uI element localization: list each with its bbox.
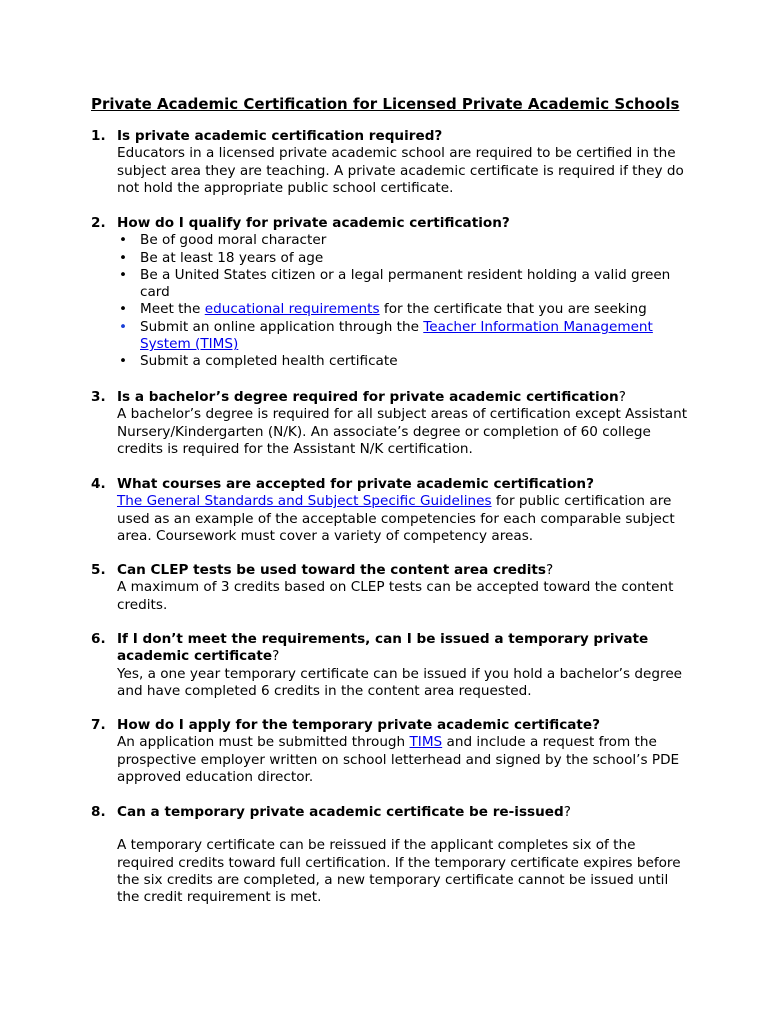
question-5-heading xyxy=(91,562,691,579)
educational-requirements-link[interactable]: educational requirements xyxy=(204,301,380,318)
list-item xyxy=(117,267,691,302)
question-5 xyxy=(91,562,691,614)
qualification-list xyxy=(91,232,691,370)
tims-system-link[interactable]: Teacher Information Management System (TIMS) xyxy=(140,318,653,353)
list-item-text: Be a United States citizen or a legal permanent resident holding a valid green card xyxy=(140,266,671,301)
bullet-icon: • xyxy=(118,353,128,370)
answer-prefix: An application must be submitted through xyxy=(117,734,410,751)
list-item xyxy=(117,301,691,318)
list-item xyxy=(117,232,691,249)
question-2 xyxy=(91,215,691,371)
question-8 xyxy=(91,804,691,906)
question-text: How do I apply for the temporary private academic certificate? xyxy=(117,717,601,733)
question-1-heading xyxy=(91,128,691,145)
bullet-icon: • xyxy=(118,266,128,283)
question-text: Is a bachelor’s degree required for private academic certification xyxy=(117,389,619,405)
question-6-heading xyxy=(91,631,691,666)
tims-link[interactable]: TIMS xyxy=(409,734,443,751)
bullet-icon: • xyxy=(118,232,128,249)
document-title: Private Academic Certification for Licensed Private Academic Schools xyxy=(91,95,680,113)
question-number: 2. xyxy=(91,215,106,231)
question-text: What courses are accepted for private academic certification? xyxy=(117,476,594,492)
question-4 xyxy=(91,476,691,545)
general-standards-link[interactable]: The General Standards and Subject Specific Guidelines xyxy=(117,493,492,510)
bullet-icon: • xyxy=(118,318,128,335)
question-7-heading xyxy=(91,717,691,734)
question-text: Can a temporary private academic certificate be re-issued xyxy=(117,804,564,820)
list-item-text: Be of good moral character xyxy=(140,232,327,249)
list-item xyxy=(117,319,691,354)
answer-text: A bachelor’s degree is required for all subject areas of certification except Assistant Nursery/Kindergarten (N/K). An associate’s degree or completion of 60 college credits is required for the Assistant N/K certification. xyxy=(117,406,688,457)
question-2-heading xyxy=(91,215,691,232)
question-8-heading xyxy=(91,804,691,821)
question-6 xyxy=(91,631,691,700)
bullet-icon: • xyxy=(118,249,128,266)
answer-text: A temporary certificate can be reissued if the applicant completes six of the required credits toward full certification. If the temporary certificate expires before the six credits are completed, a new temporary certificate cannot be issued until the credit requirement is met. xyxy=(117,837,681,906)
list-item-prefix: Meet the xyxy=(140,301,205,318)
question-text: Is private academic certification required? xyxy=(117,128,443,144)
question-mark: ? xyxy=(618,389,626,405)
question-text: Can CLEP tests be used toward the content area credits xyxy=(117,562,546,578)
question-3-heading xyxy=(91,389,691,406)
list-item xyxy=(117,250,691,267)
question-4-heading xyxy=(91,476,691,493)
list-item xyxy=(117,353,691,370)
answer-text: Yes, a one year temporary certificate can be issued if you hold a bachelor’s degree and have completed 6 credits in the content area requested. xyxy=(117,665,683,699)
question-mark: ? xyxy=(272,648,280,665)
question-text: If I don’t meet the requirements, can I be issued a temporary private academic certificate xyxy=(117,631,649,665)
question-mark: ? xyxy=(545,562,554,578)
question-mark: ? xyxy=(563,804,571,820)
answer-paragraph xyxy=(91,734,691,786)
question-text: How do I qualify for private academic certification? xyxy=(117,215,510,231)
bullet-icon: • xyxy=(118,301,128,318)
list-item-text: Submit a completed health certificate xyxy=(140,353,398,370)
question-number: 3. xyxy=(91,389,106,405)
list-item-prefix: Submit an online application through the xyxy=(140,318,424,335)
list-item-suffix: for the certificate that you are seeking xyxy=(379,301,647,318)
question-number: 5. xyxy=(91,562,106,578)
question-3 xyxy=(91,389,691,458)
question-number: 7. xyxy=(91,717,106,733)
answer-text: and include a request from the prospective employer written on school letterhead and signed by the school’s PDE approved education director. xyxy=(117,734,680,785)
question-7 xyxy=(91,717,691,786)
answer-text: A maximum of 3 credits based on CLEP tests can be accepted toward the content credits. xyxy=(117,579,674,613)
list-item-text: Be at least 18 years of age xyxy=(140,249,324,266)
question-number: 1. xyxy=(91,128,106,144)
question-number: 6. xyxy=(91,631,106,647)
answer-text: for public certification are used as an example of the acceptable competencies for each comparable subject area. Coursework must cover a variety of competency areas. xyxy=(117,493,675,544)
question-number: 8. xyxy=(91,804,106,820)
question-number: 4. xyxy=(91,476,106,492)
question-1 xyxy=(91,128,691,197)
answer-paragraph xyxy=(91,493,691,545)
answer-text: Educators in a licensed private academic school are required to be certified in the subject area they are teaching. A private academic certificate is required if they do not hold the appropriate public school certificate. xyxy=(117,145,684,196)
